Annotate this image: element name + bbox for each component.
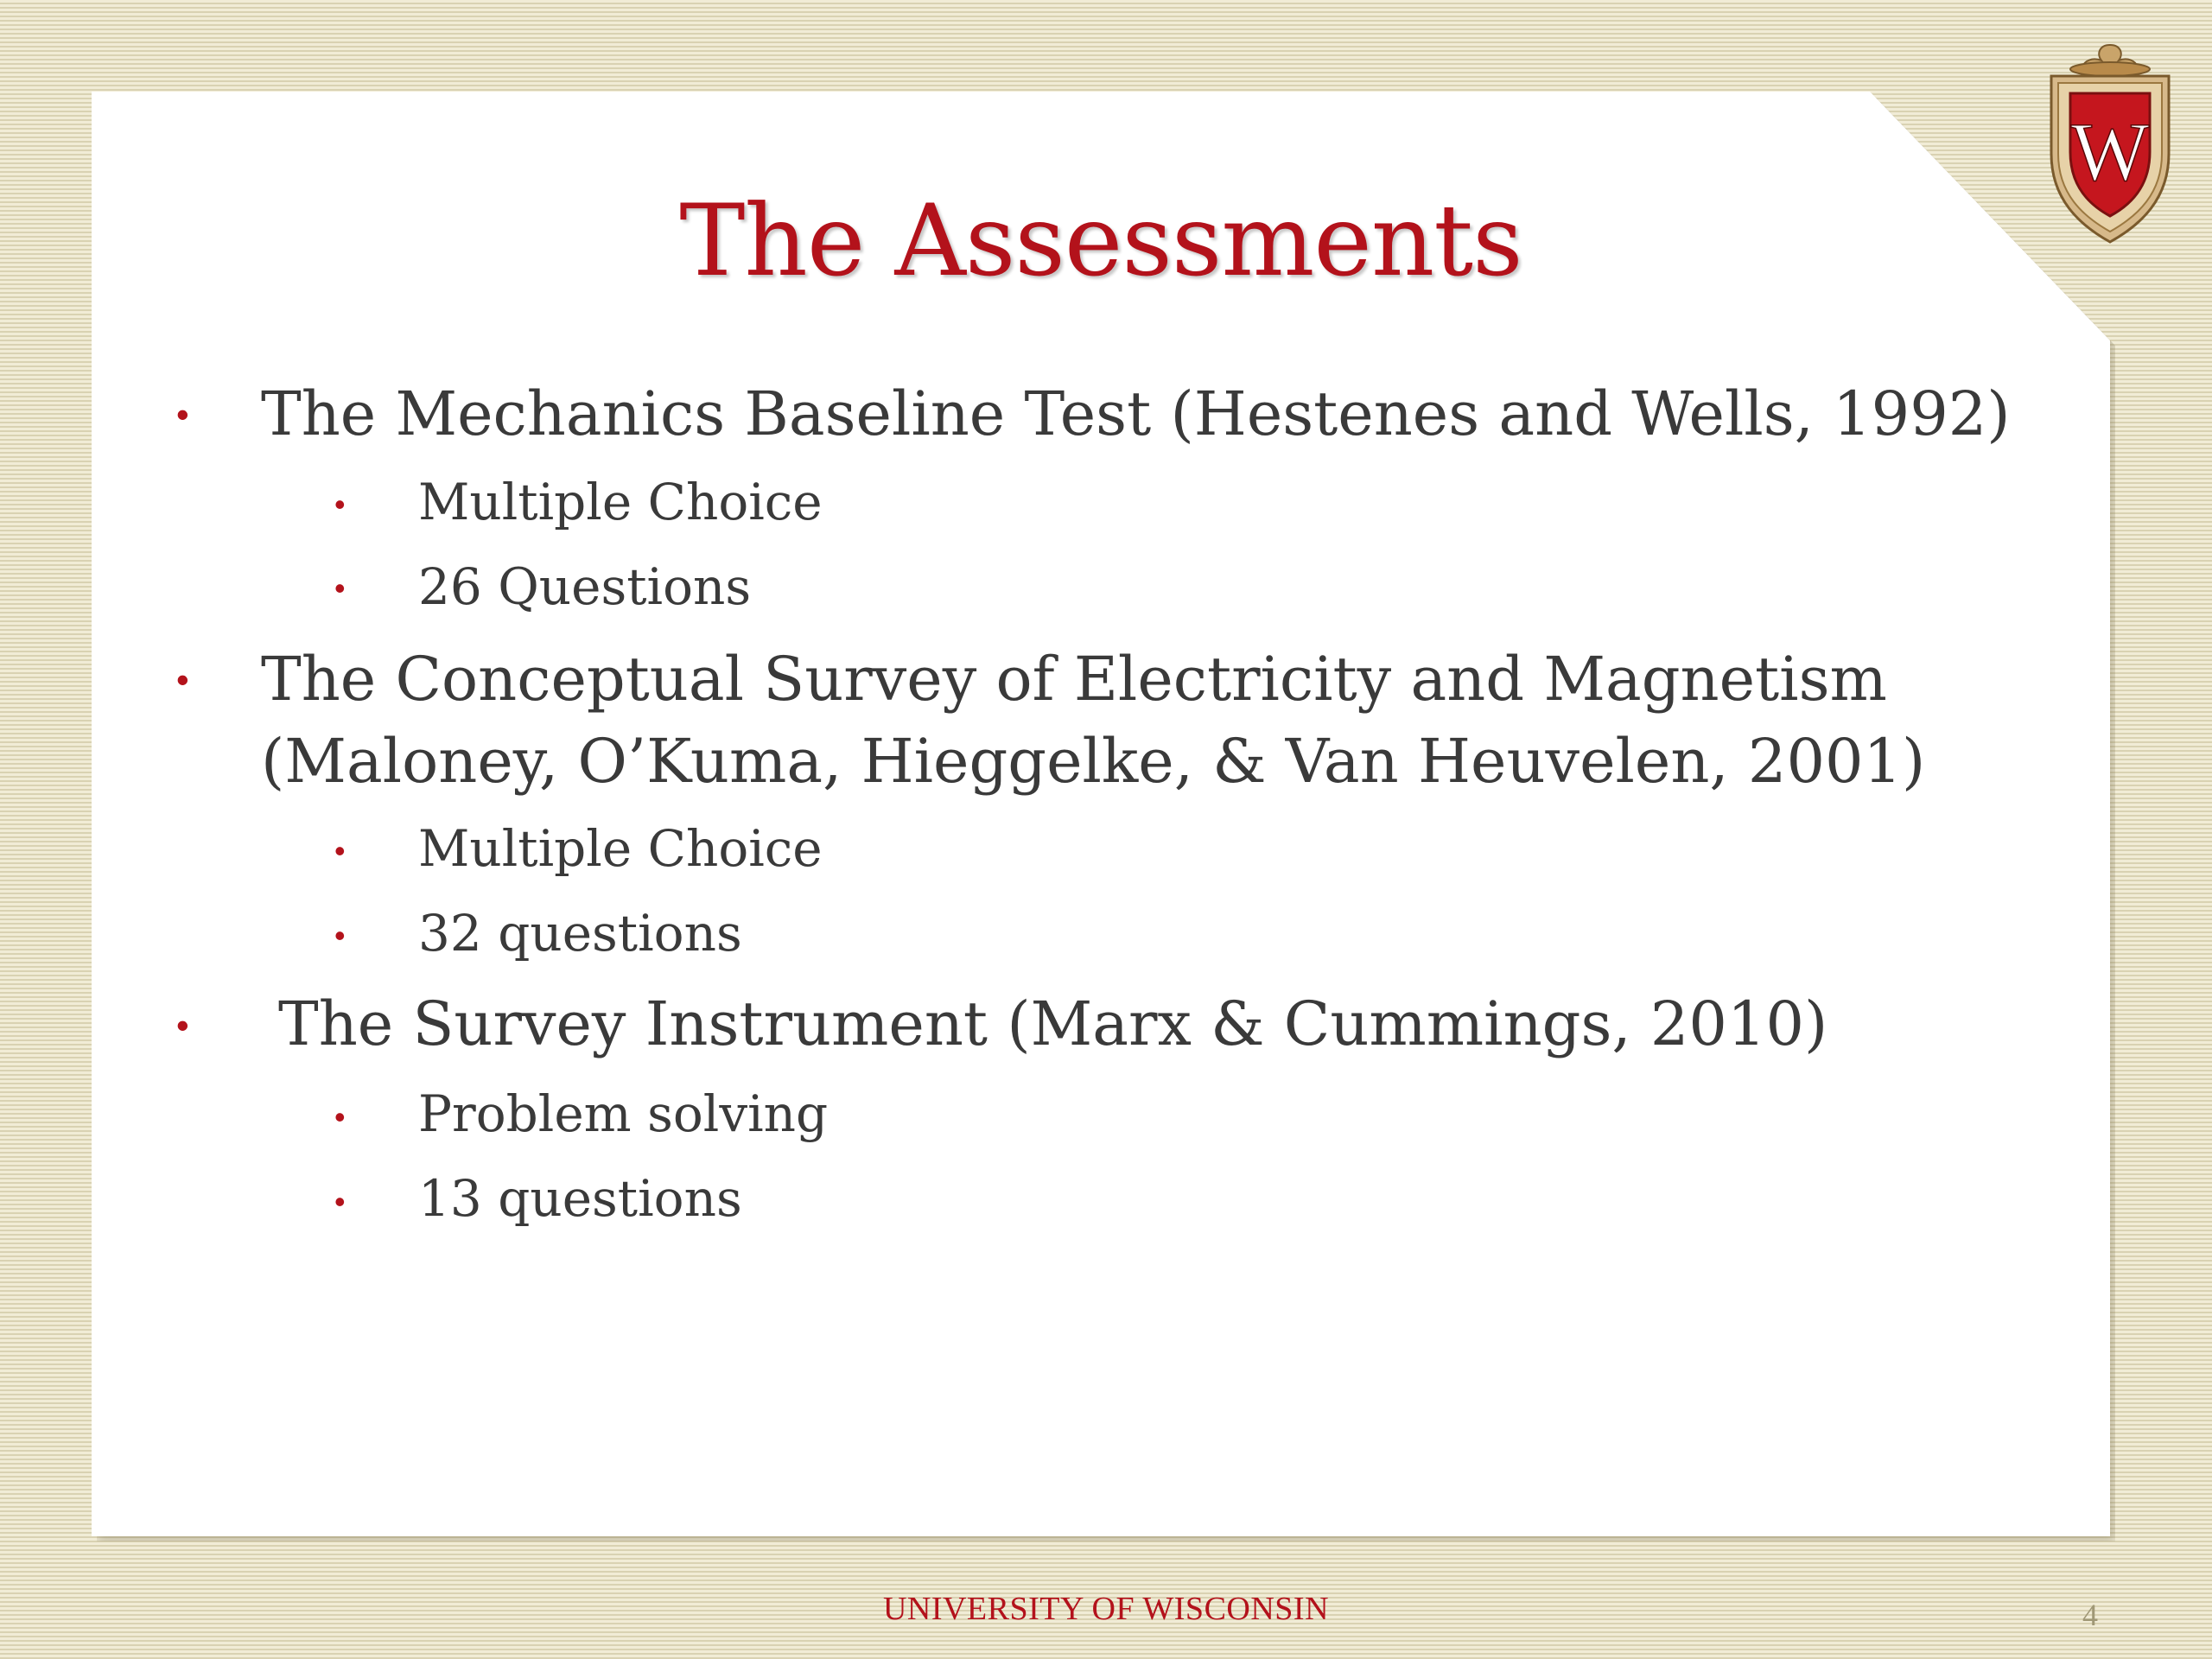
footer-university-name: UNIVERSITY OF WISCONSIN [882, 1591, 1330, 1627]
sub-list-item-text: Problem solving [418, 1084, 829, 1143]
list-item-text-continued: (Maloney, O’Kuma, Hieggelke, & Van Heuvelen, 2001) [261, 726, 1926, 797]
bullet-dot: • [176, 1005, 189, 1046]
slide-title: The Assessments [679, 183, 1522, 298]
sub-list-item-text: 13 questions [418, 1169, 742, 1228]
bullet-dot: • [334, 1099, 346, 1135]
list-item-text: The Survey Instrument (Marx & Cummings, 2010) [278, 988, 1828, 1059]
sub-list-item-text: 26 Questions [418, 557, 752, 616]
bullet-dot: • [176, 394, 189, 435]
page-number: 4 [2082, 1598, 2098, 1632]
crest-letter: W [2070, 105, 2150, 198]
bullet-dot: • [176, 659, 189, 700]
slide-card [92, 92, 2110, 1536]
sub-list-item-text: 32 questions [418, 904, 742, 963]
bullet-dot: • [334, 570, 346, 606]
sub-list-item-text: Multiple Choice [418, 819, 823, 878]
list-item-text: The Conceptual Survey of Electricity and Magnetism [261, 644, 1887, 715]
bullet-dot: • [334, 918, 346, 953]
list-item-text: The Mechanics Baseline Test (Hestenes and Wells, 1992) [261, 378, 2011, 449]
sub-list-item-text: Multiple Choice [418, 473, 823, 531]
bullet-dot: • [334, 833, 346, 868]
bullet-dot: • [334, 1184, 346, 1219]
bullet-dot: • [334, 486, 346, 522]
